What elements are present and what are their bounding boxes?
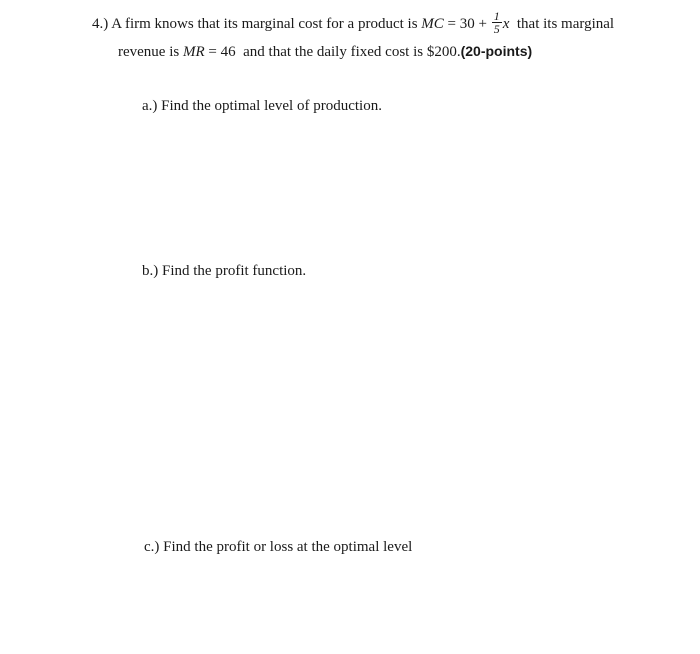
part-b [142, 263, 306, 280]
mc-equals-constant: = 30 + [443, 15, 491, 32]
question-text-continue: that its marginal [516, 15, 615, 32]
mr-symbol: MR [182, 44, 205, 60]
fixed-cost-text: and that the daily fixed cost is $200. [243, 44, 461, 60]
part-c-label: c.) [144, 539, 160, 555]
part-b-text: Find the profit function. [162, 263, 307, 279]
points-label: (20-points) [460, 43, 533, 59]
mc-fraction [492, 10, 502, 35]
mc-fraction-numerator: 1 [493, 9, 500, 23]
part-c-text: Find the profit or loss at the optimal level [163, 539, 413, 555]
part-a [142, 98, 382, 115]
mc-symbol: MC [421, 15, 444, 32]
mc-equation [421, 9, 513, 36]
question-line-2 [118, 43, 532, 61]
part-b-label: b.) [142, 263, 159, 279]
question-number: 4.) [92, 15, 109, 32]
question-text-start: A firm knows that its marginal cost for a product is [111, 15, 418, 32]
mr-equation [183, 44, 236, 60]
part-a-text: Find the optimal level of production. [161, 98, 382, 114]
mc-fraction-denominator: 5 [493, 22, 500, 36]
mc-variable: x [502, 15, 510, 32]
part-a-label: a.) [142, 98, 158, 114]
question-line-1 [92, 9, 615, 37]
mr-value: = 46 [204, 44, 236, 60]
part-c [144, 539, 412, 556]
revenue-text: revenue is [118, 44, 180, 60]
